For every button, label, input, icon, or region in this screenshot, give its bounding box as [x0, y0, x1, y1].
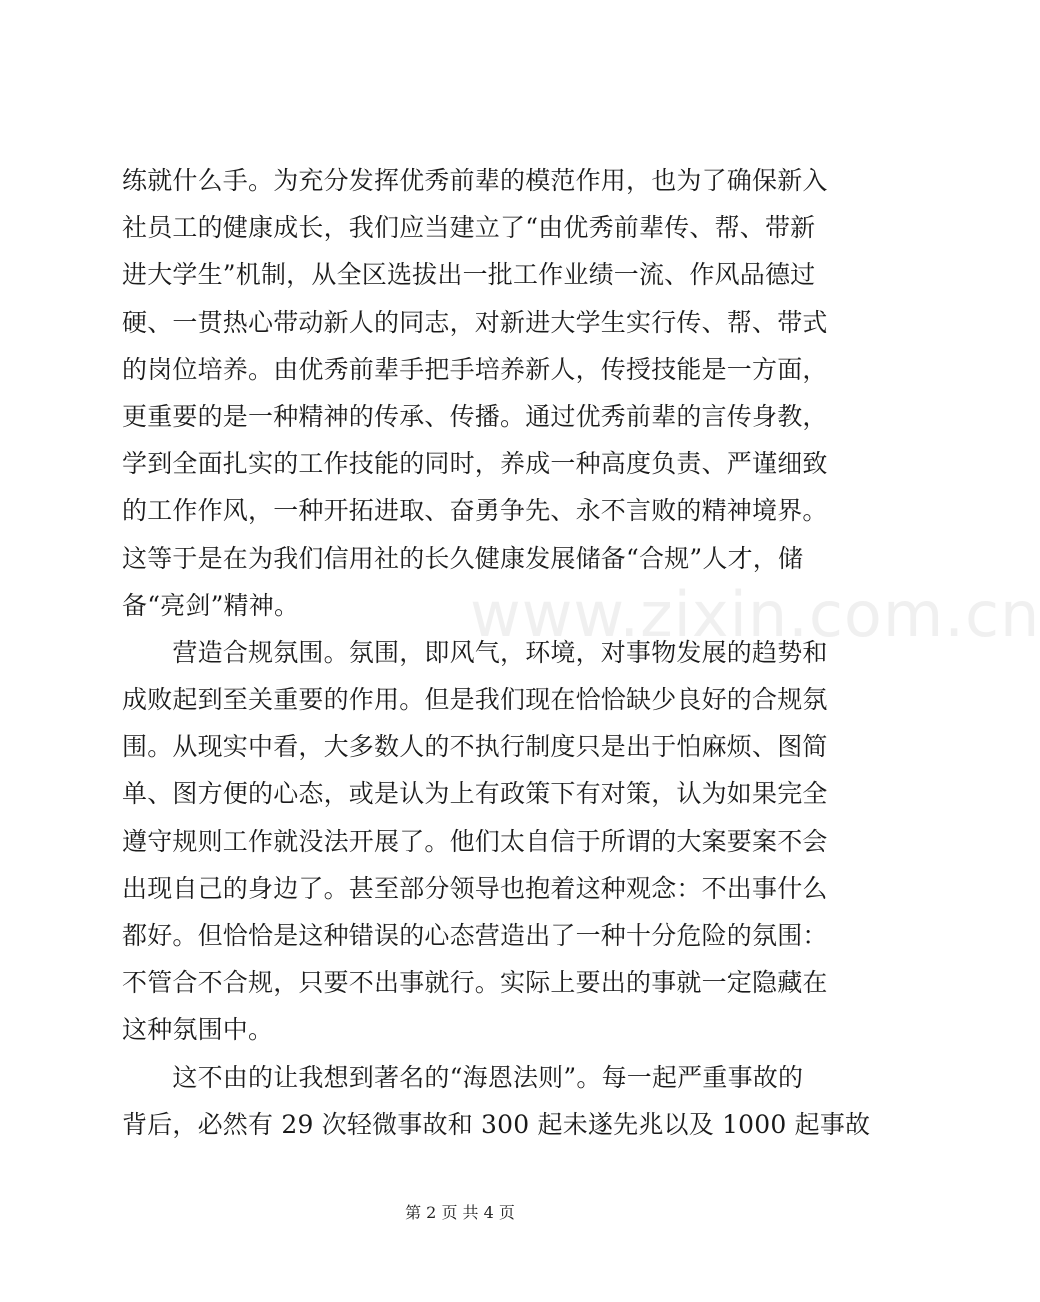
page-number: 第 2 页 共 4 页	[405, 1203, 515, 1222]
text-line: 遵守规则工作就没法开展了。他们太自信于所谓的大案要案不会	[122, 826, 828, 856]
text-line: 单、图方便的心态，或是认为上有政策下有对策，认为如果完全	[122, 779, 828, 809]
text-line: 社员工的健康成长，我们应当建立了“由优秀前辈传、帮、带新	[122, 213, 816, 243]
text-line: 都好。但恰恰是这种错误的心态营造出了一种十分危险的氛围：	[122, 921, 828, 950]
text-line: 这等于是在为我们信用社的长久健康发展储备“合规”人才，储	[122, 543, 804, 573]
text-line: 围。从现实中看，大多数人的不执行制度只是出于怕麻烦、图简	[122, 732, 828, 762]
watermark: www.zixin.com.cn	[470, 578, 1040, 651]
text-line: 备“亮剑”精神。	[122, 590, 300, 620]
text-line: 营造合规氛围。氛围，即风气，环境，对事物发展的趋势和	[122, 637, 828, 667]
text-line: 练就什么手。为充分发挥优秀前辈的模范作用，也为了确保新入	[122, 166, 828, 195]
text-line: 出现自己的身边了。甚至部分领导也抱着这种观念：不出事什么	[122, 873, 828, 903]
text-line: 进大学生”机制，从全区选拔出一批工作业绩一流、作风品德过	[122, 260, 816, 290]
text-line: 背后，必然有 29 次轻微事故和 300 起未遂先兆以及 1000 起事故	[122, 1109, 871, 1139]
text-line: 的工作作风，一种开拓进取、奋勇争先、永不言败的精神境界。	[122, 496, 828, 526]
body-text	[122, 157, 871, 1148]
text-line: 学到全面扎实的工作技能的同时，养成一种高度负责、严谨细致	[122, 449, 828, 479]
text-line: 的岗位培养。由优秀前辈手把手培养新人，传授技能是一方面，	[122, 354, 828, 384]
text-line: 这不由的让我想到著名的“海恩法则”。每一起严重事故的	[122, 1062, 804, 1092]
text-line: 这种氛围中。	[122, 1015, 274, 1045]
text-line: 不管合不合规，只要不出事就行。实际上要出的事就一定隐藏在	[122, 968, 828, 998]
text-line: 成败起到至关重要的作用。但是我们现在恰恰缺少良好的合规氛	[122, 685, 828, 715]
text-line: 硬、一贯热心带动新人的同志，对新进大学生实行传、帮、带式	[122, 307, 828, 337]
text-line: 更重要的是一种精神的传承、传播。通过优秀前辈的言传身教，	[122, 401, 828, 431]
